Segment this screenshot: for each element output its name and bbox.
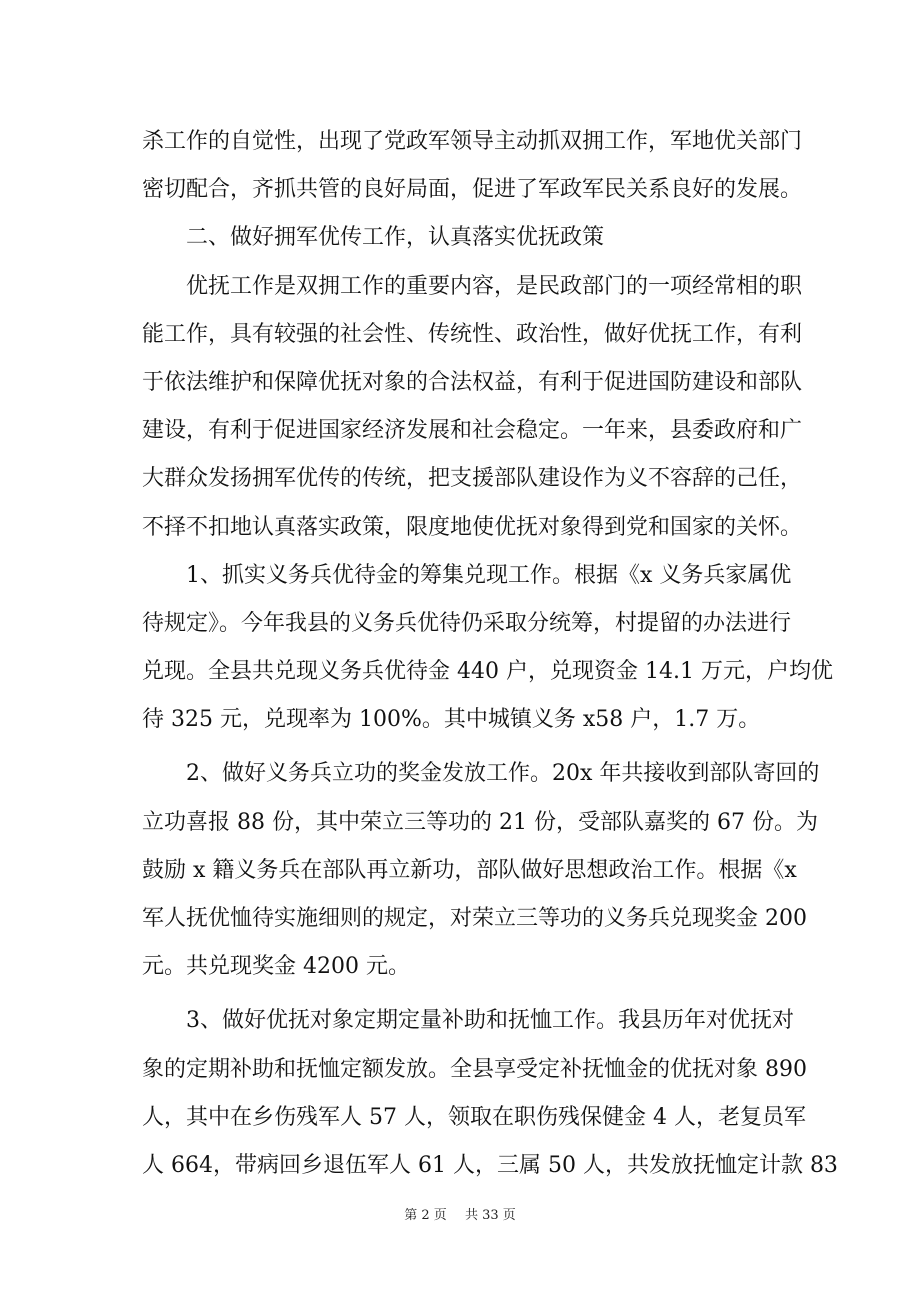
- text-line: 不择不扣地认真落实政策，限度地使优抚对象得到党和国家的关怀。: [142, 514, 803, 540]
- text-line: 立功喜报 88 份，其中荣立三等功的 21 份，受部队嘉奖的 67 份。为: [142, 809, 818, 835]
- page-total: 共 33 页: [464, 1208, 516, 1223]
- text-line: 元。共兑现奖金 4200 元。: [142, 954, 410, 980]
- text-line: 1、抓实义务兵优待金的筹集兑现工作。根据《x 义务兵家属优: [186, 562, 792, 588]
- document-body: [142, 118, 838, 1190]
- text-line: 能工作，具有较强的社会性、传统性、政治性，做好优抚工作，有利: [142, 321, 803, 347]
- page-footer: [0, 1204, 920, 1223]
- text-line: 军人抚优恤待实施细则的规定，对荣立三等功的义务兵兑现奖金 200: [142, 906, 807, 931]
- text-line: 人 664，带病回乡退伍军人 61 人，三属 50 人，共发放抚恤定计款 83: [142, 1152, 838, 1178]
- text-line: 3、做好优抚对象定期定量补助和抚恤工作。我县历年对优抚对: [186, 1008, 794, 1034]
- text-line: 象的定期补助和抚恤定额发放。全县享受定补抚恤金的优抚对象 890: [142, 1056, 807, 1082]
- text-line: 杀工作的自觉性，出现了党政军领导主动抓双拥工作，军地优关部门: [142, 129, 803, 154]
- page-number: 第 2 页: [404, 1208, 447, 1223]
- text-line: 鼓励 x 籍义务兵在部队再立新功，部队做好思想政治工作。根据《x: [142, 857, 797, 883]
- text-line: 建设，有利于促进国家经济发展和社会稳定。一年来，县委政府和广: [142, 418, 803, 444]
- text-line: 2、做好义务兵立功的奖金发放工作。20x 年共接收到部队寄回的: [186, 761, 820, 787]
- text-line: 待 325 元，兑现率为 100%。其中城镇义务 x58 户，1.7 万。: [142, 707, 761, 733]
- text-line: 待规定》。今年我县的义务兵优待仍采取分统筹，村提留的办法进行: [142, 610, 792, 636]
- text-line: 于依法维护和保障优抚对象的合法权益，有利于促进国防建设和部队: [142, 369, 803, 395]
- text-line: 大群众发扬拥军优传的传统，把支援部队建设作为义不容辞的己任，: [142, 466, 803, 492]
- text-line: 优抚工作是双拥工作的重要内容，是民政部门的一项经常相的职: [186, 273, 803, 299]
- text-line: 兑现。全县共兑现义务兵优待金 440 户，兑现资金 14.1 万元，户均优: [142, 659, 833, 685]
- section-heading: 二、做好拥军优传工作，认真落实优抚政策: [186, 225, 605, 251]
- text-line: 人，其中在乡伤残军人 57 人，领取在职伤残保健金 4 人，老复员军: [142, 1104, 806, 1130]
- text-line: 密切配合，齐抓共管的良好局面，促进了军政军民关系良好的发展。: [142, 177, 803, 203]
